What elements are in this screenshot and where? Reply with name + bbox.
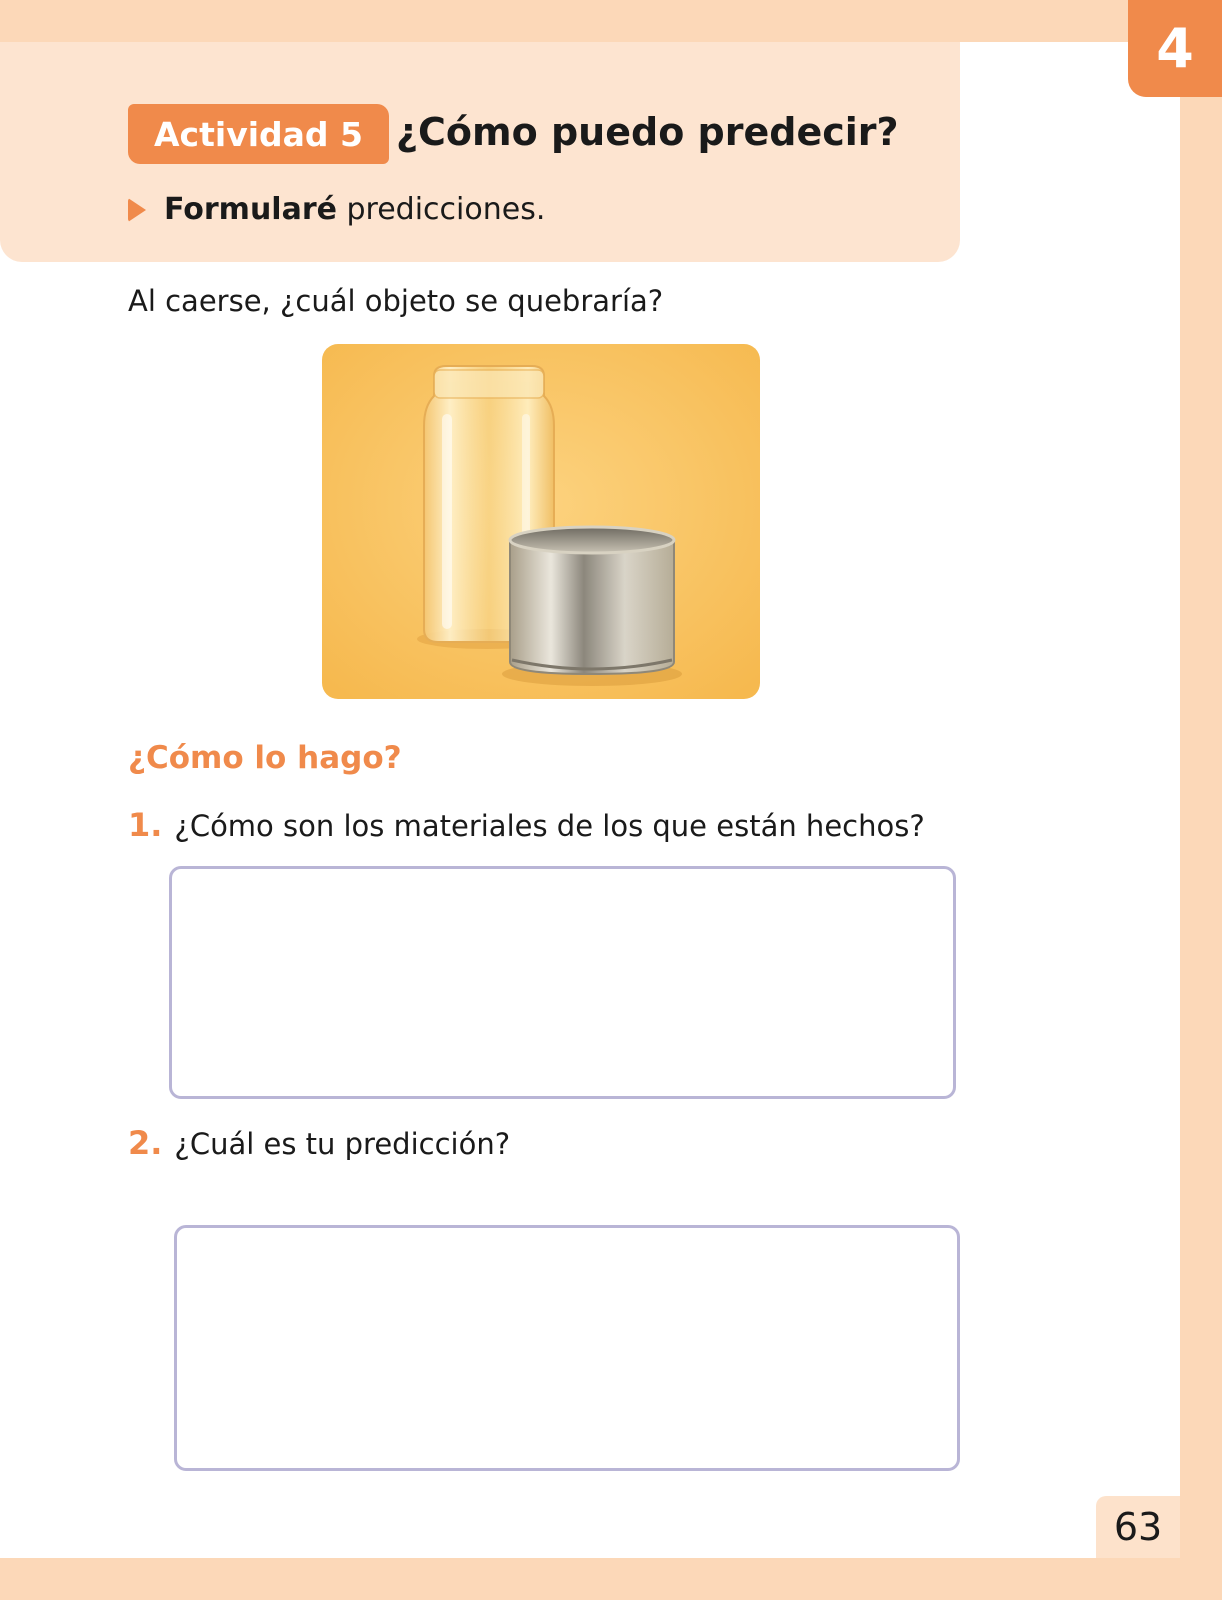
arrow-bullet-icon xyxy=(128,198,146,222)
unit-number-tab xyxy=(1128,0,1222,97)
activity-title: ¿Cómo puedo predecir? xyxy=(396,110,899,154)
section-heading: ¿Cómo lo hago? xyxy=(128,740,402,776)
objective-line xyxy=(128,192,545,227)
answer-box-2[interactable] xyxy=(174,1225,960,1471)
right-border-band xyxy=(1180,0,1222,1600)
top-border-band xyxy=(0,0,1222,42)
unit-number: 4 xyxy=(1156,17,1194,80)
jar-and-can-photo xyxy=(322,344,760,699)
objective-text: predicciones. xyxy=(336,192,546,227)
objective-verb: Formularé xyxy=(164,192,337,227)
question-item-1 xyxy=(128,806,925,844)
activity-badge xyxy=(128,104,389,164)
question-item-2 xyxy=(128,1124,510,1162)
page-number: 63 xyxy=(1113,1505,1163,1549)
question-number-2: 2. xyxy=(128,1124,163,1162)
page-number-tab xyxy=(1096,1496,1180,1558)
question-number-1: 1. xyxy=(128,806,163,844)
activity-label: Actividad 5 xyxy=(154,114,363,154)
question-text-2: ¿Cuál es tu predicción? xyxy=(174,1127,511,1161)
answer-box-1[interactable] xyxy=(169,866,956,1099)
bottom-border-band xyxy=(0,1558,1222,1600)
question-text-1: ¿Cómo son los materiales de los que están hechos? xyxy=(174,809,925,843)
intro-question: Al caerse, ¿cuál objeto se quebraría? xyxy=(128,284,664,318)
